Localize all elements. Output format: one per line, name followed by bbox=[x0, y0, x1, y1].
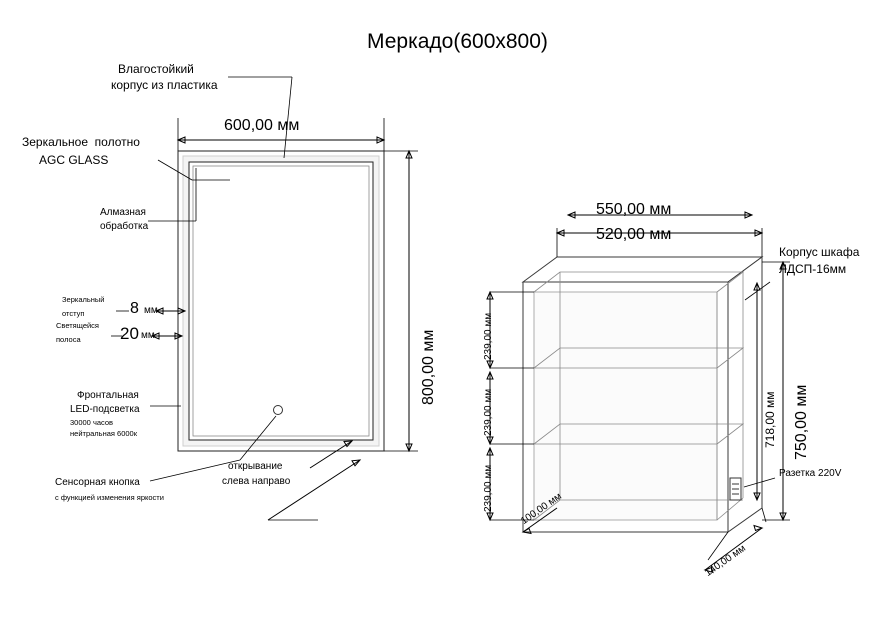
dimension-cabinet-depth: 140,00 мм bbox=[703, 542, 748, 580]
callout-plastic-body-line2: корпус из пластика bbox=[111, 78, 218, 92]
dimension-glow-strip-unit: мм bbox=[141, 330, 155, 341]
callout-mirror-offset-line2: отступ bbox=[62, 309, 85, 318]
callout-cabinet-body-line2: ЛДСП-16мм bbox=[779, 262, 847, 276]
dimension-glow-strip-value: 20 bbox=[120, 324, 139, 343]
dimension-cabinet-width-inner: 520,00 мм bbox=[596, 226, 672, 243]
callout-glow-strip-line1: Светящейся bbox=[56, 321, 99, 330]
dimension-shelf-2: 239,00 мм bbox=[483, 388, 494, 436]
callout-mirror-offset-line1: Зеркальный bbox=[62, 295, 105, 304]
callout-diamond-line2: обработка bbox=[100, 221, 149, 232]
callout-opening-line1: открывание bbox=[228, 461, 283, 472]
callout-mirror-sheet-line1: Зеркальное полотно bbox=[22, 135, 140, 149]
callout-led-line4: нейтральная 6000к bbox=[70, 429, 137, 438]
dimension-mirror-offset-value: 8 bbox=[130, 300, 139, 317]
callout-socket: Разетка 220V bbox=[779, 468, 842, 479]
callout-led-line2: LED-подсветка bbox=[70, 404, 140, 415]
callout-glow-strip-line2: полоса bbox=[56, 335, 81, 344]
callout-cabinet-body-line1: Корпус шкафа bbox=[779, 245, 860, 259]
callout-mirror-sheet-line2: AGC GLASS bbox=[39, 153, 109, 167]
callout-plastic-body-line1: Влагостойкий bbox=[118, 62, 194, 76]
callout-led-line3: 30000 часов bbox=[70, 418, 114, 427]
dimension-cabinet-height-outer: 750,00 мм bbox=[793, 384, 810, 460]
callout-touch-button-line2: с функцией изменения яркости bbox=[55, 493, 164, 502]
dimension-cabinet-height-inner: 718,00 мм bbox=[763, 391, 777, 448]
dimension-cabinet-width-outer: 550,00 мм bbox=[596, 201, 672, 218]
dimension-mirror-offset-unit: мм bbox=[144, 305, 158, 316]
callout-touch-button-line1: Сенсорная кнопка bbox=[55, 477, 140, 488]
dimension-mirror-height: 800,00 мм bbox=[420, 329, 437, 405]
callout-led-line1: Фронтальная bbox=[77, 390, 139, 401]
callout-diamond-line1: Алмазная bbox=[100, 207, 146, 218]
dimension-shelf-1: 239,00 мм bbox=[483, 312, 494, 360]
dimension-shelf-3: 239,00 мм bbox=[483, 464, 494, 512]
dimension-cabinet-depth-inner: 100,00 мм bbox=[519, 490, 564, 528]
page-title: Меркадо(600x800) bbox=[367, 30, 548, 53]
callout-opening-line2: слева направо bbox=[222, 476, 291, 487]
dimension-mirror-width: 600,00 мм bbox=[224, 117, 300, 134]
